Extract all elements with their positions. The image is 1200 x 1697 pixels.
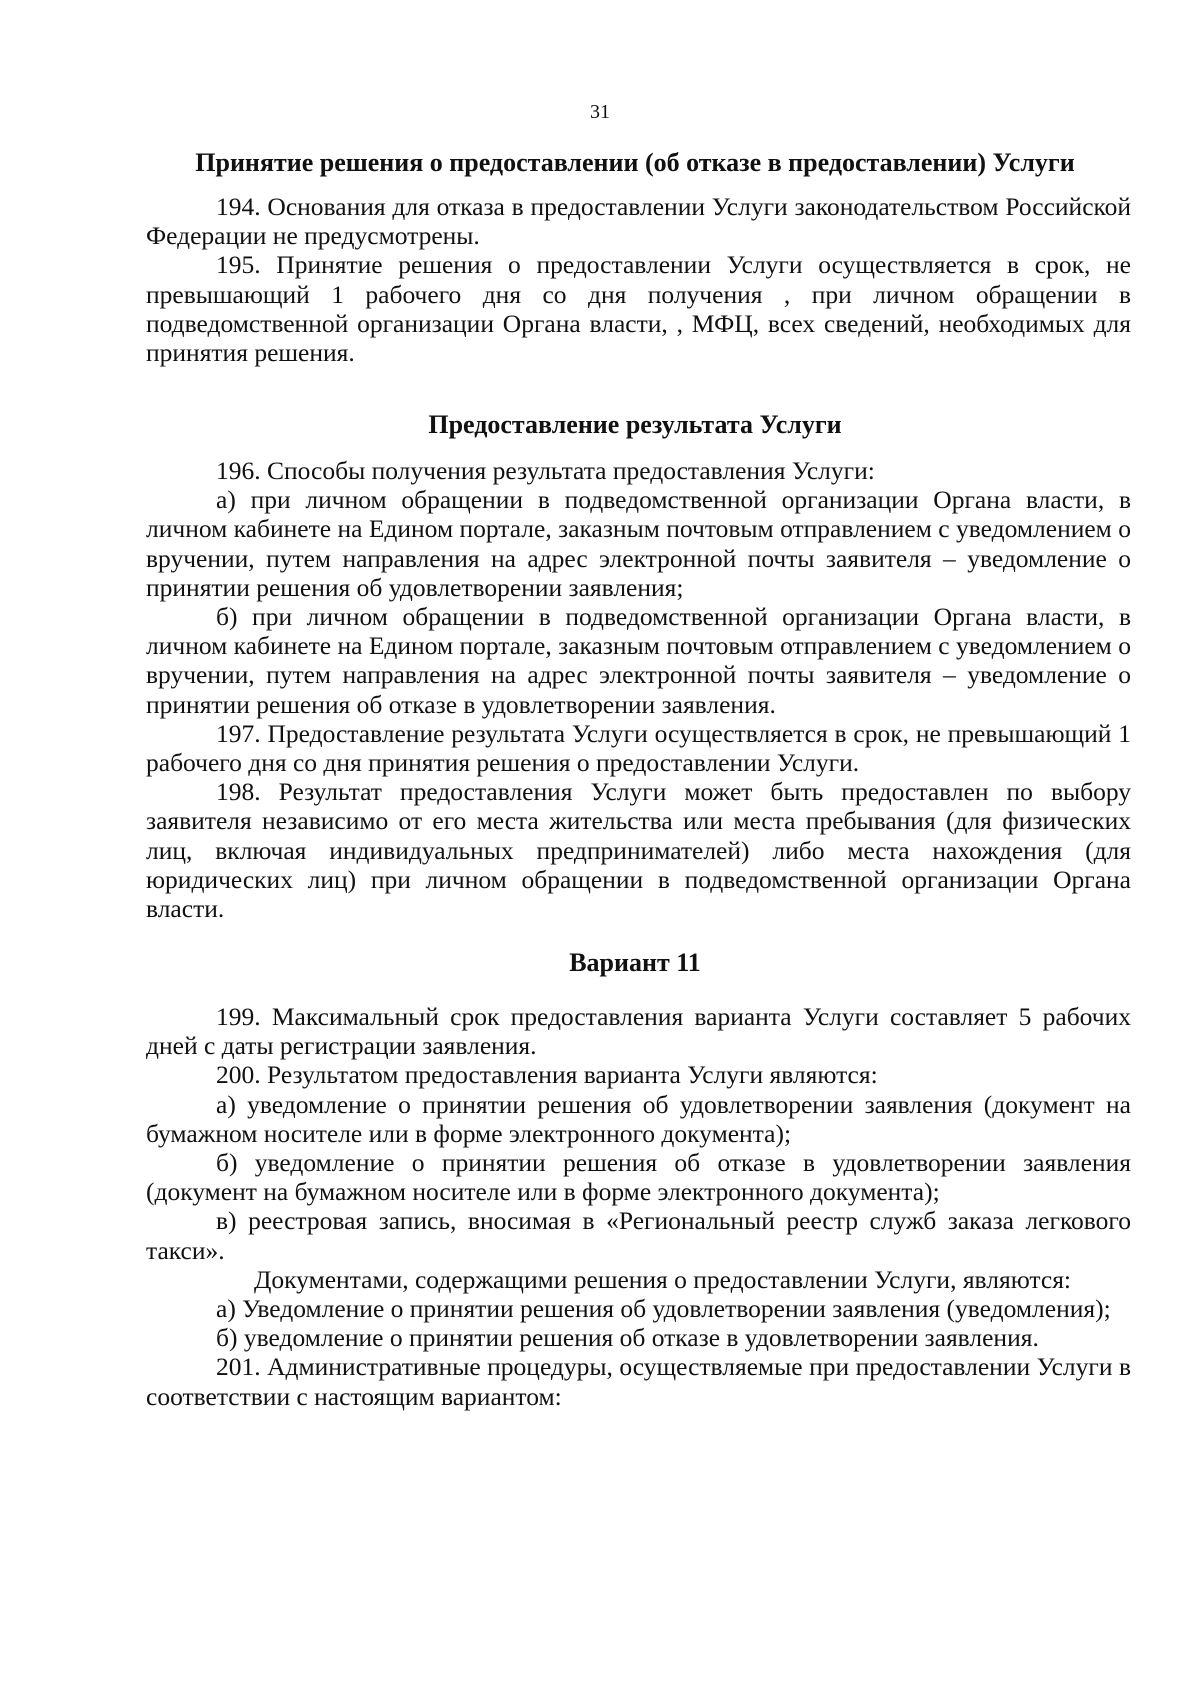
paragraph-documents-b: б) уведомление о принятии решения об отказе в удовлетворении заявления. <box>216 1323 1039 1353</box>
paragraph-200: 200. Результатом предоставления варианта Услуги являются: <box>216 1060 878 1090</box>
paragraph-201: 201. Административные процедуры, осуществляемые при предоставлении Услуги в соответствии с настоящим вариантом: <box>146 1352 1131 1411</box>
section-heading-variant: Вариант 11 <box>569 948 701 977</box>
paragraph-197: 197. Предоставление результата Услуги осуществляется в срок, не превышающий 1 рабочего дня со дня принятия решения о предоставлении Услуги. <box>146 718 1131 778</box>
paragraph-198: 198. Результат предоставления Услуги может быть предоставлен по выбору заявителя независимо от его места жительства или места пребывания (для физических лиц, включая индивидуальных предпринимателей) либо места нахождения (для юридических лиц) при личном обращении в подведомственной организации Органа власти. <box>146 777 1131 924</box>
paragraph-196-a: а) при личном обращении в подведомственной организации Органа власти, в личном кабинете на Едином портале, заказным почтовым отправлением с уведомлением о вручении, путем направления на адрес электронной почты заявителя – уведомление о принятии решения об удовлетворении заявления; <box>146 485 1131 602</box>
paragraph-194: 194. Основания для отказа в предоставлении Услуги законодательством Российской Федерации не предусмотрены. <box>146 192 1131 251</box>
section-variant-body <box>146 1002 1131 1411</box>
paragraph-documents: Документами, содержащими решения о предоставлении Услуги, являются: <box>254 1264 1072 1294</box>
paragraph-199: 199. Максимальный срок предоставления варианта Услуги составляет 5 рабочих дней с даты регистрации заявления. <box>146 1002 1131 1061</box>
paragraph-196-b: б) при личном обращении в подведомственной организации Органа власти, в личном кабинете на Едином портале, заказным почтовым отправлением с уведомлением о вручении, путем направления на адрес электронной почты заявителя – уведомление о принятии решения об отказе в удовлетворении заявления. <box>146 602 1131 719</box>
paragraph-195: 195. Принятие решения о предоставлении Услуги осуществляется в срок, не превышающий 1 рабочего дня со дня получения , при личном обращении в подведомственной организации Органа власти, , МФЦ, всех сведений, необходимых для принятия решения. <box>146 250 1131 368</box>
paragraph-196: 196. Способы получения результата предоставления Услуги: <box>216 456 875 485</box>
page-number: 31 <box>590 101 610 123</box>
paragraph-200-a: а) уведомление о принятии решения об удовлетворении заявления (документ на бумажном носителе или в форме электронного документа); <box>146 1089 1131 1148</box>
paragraph-documents-a: а) Уведомление о принятии решения об удовлетворении заявления (уведомления); <box>216 1294 1111 1324</box>
paragraph-200-c: в) реестровая запись, вносимая в «Региональный реестр служб заказа легкового такси». <box>146 1206 1131 1265</box>
paragraph-200-b: б) уведомление о принятии решения об отказе в удовлетворении заявления (документ на бумажном носителе или в форме электронного документа); <box>146 1148 1131 1207</box>
section-decision-body <box>146 192 1131 367</box>
section-heading-result: Предоставление результата Услуги <box>428 410 842 439</box>
section-result-body <box>146 456 1131 923</box>
section-heading-decision: Принятие решения о предоставлении (об отказе в предоставлении) Услуги <box>195 148 1075 177</box>
